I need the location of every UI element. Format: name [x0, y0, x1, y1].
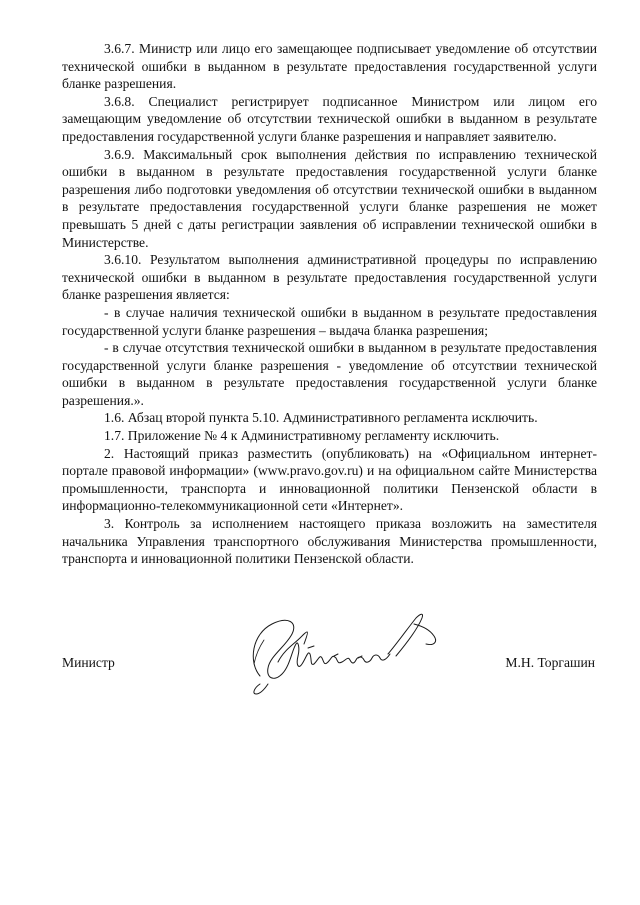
paragraph-1-6: 1.6. Абзац второй пункта 5.10. Административного регламента исключить.: [104, 410, 538, 426]
paragraph-3-control: 3. Контроль за исполнением настоящего приказа возложить на заместителя начальника Управления транспортного обслуживания Министерства промышленности, транспорта и инновационной политики Пензенской области.: [62, 516, 597, 567]
paragraph-3-6-8: 3.6.8. Специалист регистрирует подписанное Министром или лицом его замещающим уведомление об отсутствии технической ошибки в выданном в результате предоставления государственной услуги бланке разрешения и направляет заявителю.: [62, 93, 597, 144]
paragraph-1-7: 1.7. Приложение № 4 к Административному регламенту исключить.: [104, 428, 500, 444]
list-item-error-present: - в случае наличия технической ошибки в выданном в результате предоставления государственной услуги бланке разрешения – выдача бланка разрешения;: [62, 304, 597, 338]
handwritten-signature: [238, 604, 446, 696]
paragraph-3-6-9: 3.6.9. Максимальный срок выполнения действия по исправлению технической ошибки в выданном в результате предоставления государственной услуги бланке разрешения либо подготовки уведомления об отсутствии технической ошибки в выданном в результате предоставления государственной услуги бланке разрешения не может превышать 5 дней с даты регистрации заявления об исправлении технической ошибки в Министерстве.: [62, 146, 597, 250]
document-body: [62, 40, 597, 568]
signer-position: Министр: [62, 655, 115, 670]
paragraph-3-6-7: 3.6.7. Министр или лицо его замещающее подписывает уведомление об отсутствии технической ошибки в выданном в результате предоставления государственной услуги бланке разрешения.: [62, 41, 597, 92]
signer-name: М.Н. Торгашин: [505, 655, 595, 670]
signature-block: [62, 651, 597, 675]
paragraph-3-6-10: 3.6.10. Результатом выполнения административной процедуры по исправлению технической ошибки в выданном в результате предоставления государственной услуги бланке разрешения является:: [62, 252, 597, 303]
paragraph-2-publication: 2. Настоящий приказ разместить (опубликовать) на «Официальном интернет-портале правовой информации» (www.pravo.gov.ru) и на официальном сайте Министерства промышленности, транспорта и инновационной политики Пензенской области в информационно-телекоммуникационной сети «Интернет».: [62, 445, 597, 514]
list-item-error-absent: - в случае отсутствия технической ошибки в выданном в результате предоставления государственной услуги бланке разрешения - уведомление об отсутствии технической ошибки в выданном в результате предоставления государственной услуги бланке разрешения.».: [62, 340, 597, 408]
